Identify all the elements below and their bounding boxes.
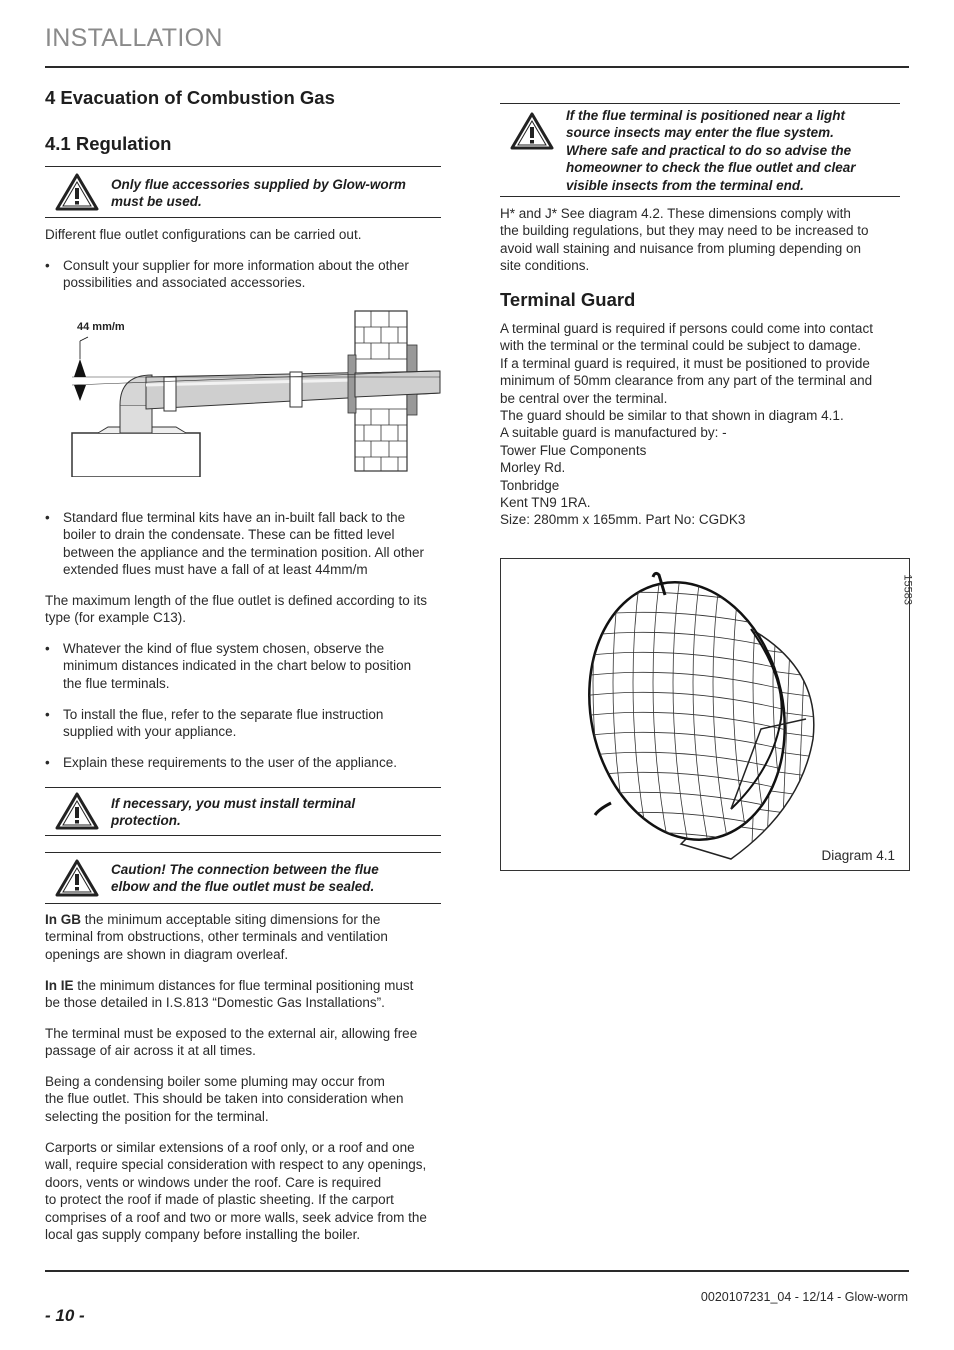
arrow-up-icon xyxy=(74,385,86,401)
footer-document-code: 0020107231_04 - 12/14 - Glow-worm xyxy=(700,1290,908,1304)
bold-label: In GB xyxy=(45,912,81,927)
bullet-dot: • xyxy=(45,641,50,656)
paragraph-in-ie xyxy=(45,977,413,1012)
text-line: the flue terminals. xyxy=(63,675,170,691)
text-line: avoid wall staining and nuisance from pluming depending on xyxy=(500,240,861,256)
text-line: Morley Rd. xyxy=(500,460,566,476)
subsection-title: 4.1 Regulation xyxy=(45,133,172,154)
text-line: If a terminal guard is required, it must be positioned to provide xyxy=(500,355,870,371)
terminal-guard-diagram xyxy=(500,558,914,871)
text-line: supplied with your appliance. xyxy=(63,724,237,740)
warning-triangle-icon xyxy=(55,792,99,830)
bullet-explain xyxy=(45,754,397,771)
text-line: Size: 280mm x 165mm. Part No: CGDK3 xyxy=(500,512,746,528)
warning-text-line: homeowner to check the flue outlet and clear xyxy=(566,160,856,176)
bullet-dot: • xyxy=(45,510,50,525)
warning-text-line: Caution! The connection between the flue xyxy=(111,862,379,877)
text-line: A suitable guard is manufactured by: - xyxy=(500,425,727,441)
text-line: H* and J* See diagram 4.2. These dimensions comply with xyxy=(500,206,851,221)
flue-fall-diagram xyxy=(68,305,448,477)
text-line: selecting the position for the terminal. xyxy=(45,1108,269,1124)
warning-text-line: If necessary, you must install terminal xyxy=(111,796,356,811)
paragraph-exposed xyxy=(45,1025,417,1060)
text-line: Being a condensing boiler some pluming may occur from xyxy=(45,1074,385,1089)
bullet-dot: • xyxy=(45,258,50,273)
warning-text-line: visible insects from the terminal end. xyxy=(566,177,804,193)
text-line: the flue outlet. This should be taken into consideration when xyxy=(45,1091,404,1107)
text-line: extended flues must have a fall of at least 44mm/m xyxy=(63,562,368,578)
bullet-supplier xyxy=(45,257,409,292)
text-line: between the appliance and the termination position. All other xyxy=(63,544,424,560)
page-number: - 10 - xyxy=(45,1306,85,1325)
section-title: 4 Evacuation of Combustion Gas xyxy=(45,87,335,108)
text-line: Tower Flue Components xyxy=(500,442,647,458)
text-line: the minimum acceptable siting dimensions for the xyxy=(81,912,381,927)
paragraph-terminal-guard xyxy=(500,320,873,529)
warning-text-line: Only flue accessories supplied by Glow-worm xyxy=(111,177,406,192)
bullet-dot: • xyxy=(45,707,50,722)
bullet-install xyxy=(45,706,383,741)
text-line: The terminal must be exposed to the external air, allowing free xyxy=(45,1026,418,1041)
text-line: The maximum length of the flue outlet is defined according to its xyxy=(45,593,427,608)
text-line: minimum distances indicated in the chart below to position xyxy=(63,658,412,674)
text-line: minimum of 50mm clearance from any part of the terminal and xyxy=(500,373,873,389)
warning-triangle-icon xyxy=(55,859,99,897)
text-line: be those detailed in I.S.813 “Domestic Gas Installations”. xyxy=(45,995,385,1011)
text-line: type (for example C13). xyxy=(45,610,187,626)
bold-label: In IE xyxy=(45,978,74,993)
text-line: openings are shown in diagram overleaf. xyxy=(45,946,289,962)
diagram-reference-number: 15583 xyxy=(902,574,914,605)
footer-rule xyxy=(45,1270,909,1272)
text-line: A terminal guard is required if persons could come into contact xyxy=(500,321,873,336)
warning-text-line: elbow and the flue outlet must be sealed. xyxy=(111,879,375,895)
text-line: the minimum distances for flue terminal positioning must xyxy=(73,978,414,993)
text-line: wall, require special consideration with respect to any openings, xyxy=(45,1157,427,1173)
text-line: The guard should be similar to that shown in diagram 4.1. xyxy=(500,408,844,424)
warning-triangle-icon xyxy=(55,173,99,211)
paragraph-max-length xyxy=(45,592,427,627)
text-line: terminal from obstructions, other terminals and ventilation xyxy=(45,929,388,945)
warning-text-line: must be used. xyxy=(111,194,202,210)
text-line: Standard flue terminal kits have an in-built fall back to the xyxy=(63,510,406,525)
text-line: the building regulations, but they may need to be increased to xyxy=(500,223,869,239)
text-line: possibilities and associated accessories. xyxy=(63,275,306,291)
paragraph-pluming xyxy=(45,1073,404,1125)
text-line: local gas supply company before installing the boiler. xyxy=(45,1227,361,1243)
arrow-down-icon xyxy=(74,359,86,377)
text-line: comprises of a roof and two or more walls, seek advice from the xyxy=(45,1209,427,1225)
paragraph-hj-dimensions xyxy=(500,205,869,275)
text-line: Kent TN9 1RA. xyxy=(500,495,591,511)
boiler-outline xyxy=(72,433,200,477)
warning-text-line: source insects may enter the flue system. xyxy=(566,125,834,141)
text-line: To install the flue, refer to the separate flue instruction xyxy=(63,707,384,722)
paragraph-in-gb xyxy=(45,911,388,963)
text-line: Explain these requirements to the user of the appliance. xyxy=(63,755,397,770)
text-line: boiler to drain the condensate. These can be fitted level xyxy=(63,527,395,543)
header-rule xyxy=(45,66,909,68)
text-line: with the terminal or the terminal could be subject to damage. xyxy=(500,338,861,354)
page-header-title: INSTALLATION xyxy=(45,24,223,52)
bullet-terminal-kits xyxy=(45,509,424,579)
diagram-caption: Diagram 4.1 xyxy=(821,848,895,863)
text-line: Tonbridge xyxy=(500,477,560,493)
warning-text-line: protection. xyxy=(111,813,181,829)
text-line: site conditions. xyxy=(500,258,590,274)
warning-terminal-protection xyxy=(45,787,441,836)
text-line: passage of air across it at all times. xyxy=(45,1043,256,1059)
paragraph-carports xyxy=(45,1139,427,1243)
text-line: to protect the roof if made of plastic sheeting. If the carport xyxy=(45,1192,394,1208)
text-line: doors, vents or windows under the roof. Care is required xyxy=(45,1174,382,1190)
warning-insects xyxy=(500,103,900,197)
bullet-dot: • xyxy=(45,755,50,770)
terminal-guard-title: Terminal Guard xyxy=(500,289,636,310)
text-line: be central over the terminal. xyxy=(500,390,668,406)
text-line: Whatever the kind of flue system chosen, observe the xyxy=(63,641,385,656)
warning-triangle-icon xyxy=(510,112,554,150)
diagram-fall-label: 44 mm/m xyxy=(77,321,125,333)
paragraph-configurations: Different flue outlet configurations can be carried out. xyxy=(45,227,362,242)
warning-flue-accessories xyxy=(45,166,441,218)
text-line: Consult your supplier for more information about the other xyxy=(63,258,409,273)
warning-text-line: If the flue terminal is positioned near a light xyxy=(566,108,846,123)
terminal-guard-illustration xyxy=(501,559,909,870)
warning-text-line: Where safe and practical to do so advise the xyxy=(566,142,852,158)
bullet-whatever xyxy=(45,640,411,692)
text-line: Carports or similar extensions of a roof only, or a roof and one xyxy=(45,1140,415,1155)
warning-connection-sealed xyxy=(45,852,441,904)
